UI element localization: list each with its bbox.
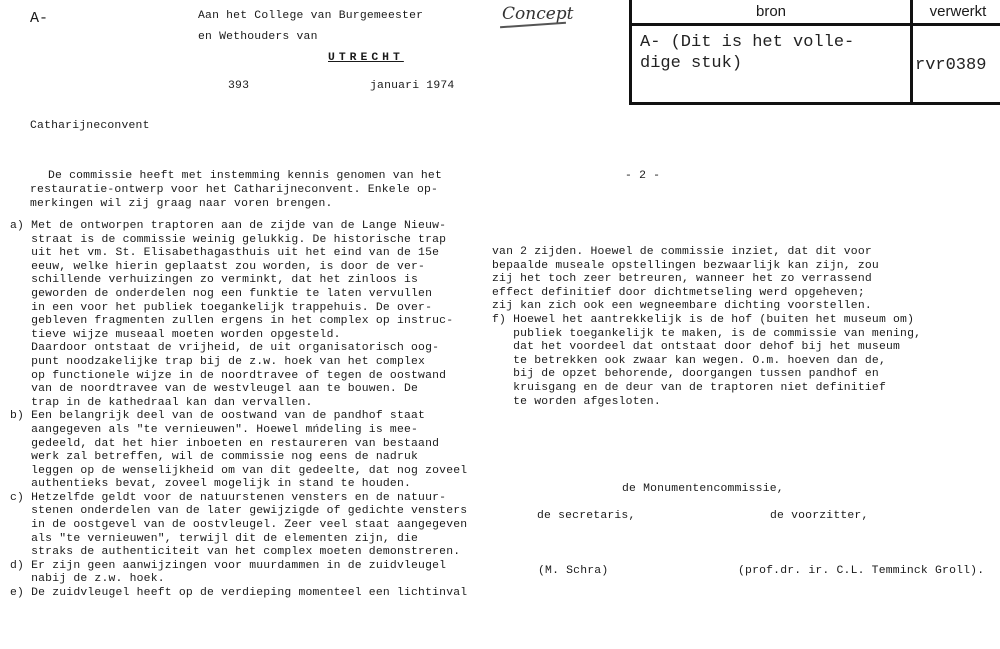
document-mark: A- bbox=[30, 10, 49, 27]
page-number: - 2 - bbox=[625, 170, 661, 182]
signature-role-secretary: de secretaris, bbox=[537, 510, 636, 522]
letter-number: 393 bbox=[228, 80, 250, 92]
intro-line-3: merkingen wil zij graag naar voren brengen. bbox=[30, 198, 333, 210]
stamp-bron-value: A- (Dit is het volle- dige stuk) bbox=[640, 33, 855, 73]
stamp-header-bron: bron bbox=[632, 0, 913, 26]
address-line-1: Aan het College van Burgemeester bbox=[198, 10, 424, 22]
signature-role-chair: de voorzitter, bbox=[770, 510, 869, 522]
intro-line-2: restauratie-ontwerp voor het Catharijneconvent. Enkele op- bbox=[30, 184, 439, 196]
letter-body-page-1: a) Met de ontworpen traptoren aan de zijde van de Lange Nieuw- straat is de commissie weinig gelukkig. De historische trap uit het vm. St. Elisabethagasthuis uit het eind van de 15e eeuw, welke hierin geplaatst zou worden, is door de ver- schillende verhuizingen zo verminkt, dat het zinloos is geworden de onderdelen nog een funktie te laten vervullen in een voor het publiek toegankelijk trappehuis. De over- gebleven fragmenten zullen ergens in het complex op instruc- tieve wijze museaal moeten worden opgesteld. Daardoor ontstaat de vrijheid, de uit organisatorisch oog- punt noodzakelijke trap bij de z.w. hoek van het complex op functionele wijze in de noordtravee of tegen de oostwand van de noordtravee van de westvleugel aan te bouwen. De trap in de kathedraal kan dan vervallen. b) Een belangrijk deel van de oostwand van de pandhof staat aangegeven als "te vernieuwen". Hoewel mńdeling is mee- gedeeld, dat het hier inboeten en restaureren van bestaand werk zal betreffen, wil de commissie nog eens de nadruk leggen op de wenselijkheid om van dit gedeelte, dat nog zoveel authentieks bevat, zoveel mogelijk in stand te houden. c) Hetzelfde geldt voor de natuurstenen vensters en de natuur- stenen onderdelen van de later gewijzigde of gedichte vensters in de oostgevel van de oostvleugel. Zeer veel staat aangegeven als "te vernieuwen", terwijl dit de elementen zijn, die straks de authenticiteit van het complex moeten demonstreren. d) Er zijn geen aanwijzingen voor muurdammen in de zuidvleugel nabij de z.w. hoek. e) De zuidvleugel heeft op de verdieping momenteel een lichtinval bbox=[10, 220, 468, 600]
stamp-verwerkt-value: rvr0389 bbox=[915, 56, 987, 75]
stamp-column-divider bbox=[910, 26, 913, 102]
address-line-2: en Wethouders van bbox=[198, 31, 318, 43]
stamp-header-verwerkt: verwerkt bbox=[913, 0, 1000, 26]
address-city: UTRECHT bbox=[328, 52, 404, 64]
intro-line-1: De commissie heeft met instemming kennis genomen van het bbox=[48, 170, 442, 182]
archive-stamp-table bbox=[629, 0, 1000, 105]
signature-organisation: de Monumentencommissie, bbox=[622, 483, 784, 495]
handwritten-note: Concept bbox=[502, 4, 574, 24]
letter-body-page-2: van 2 zijden. Hoewel de commissie inziet, dat dit voor bepaalde museale opstellingen bezwaarlijk kan zijn, zou zij het toch zeer betreuren, wanneer het zo verrassend effect definitief door dichtmetseling werd opgeheven; zij kan zich ook een wegneembare dichting voorstellen. f) Hoewel het aantrekkelijk is de hof (buiten het museum om) publiek toegankelijk te maken, is de commissie van mening, dat het voordeel dat ontstaat door dehof bij het museum te betrekken ook zwaar kan wegen. O.m. hoeven dan de, bij de opzet behorende, doorgangen tussen pandhof en kruisgang en de deur van de traptoren niet definitief te worden afgesloten. bbox=[492, 246, 922, 408]
signature-name-secretary: (M. Schra) bbox=[538, 565, 609, 577]
letter-subject: Catharijneconvent bbox=[30, 120, 150, 132]
letter-date: januari 1974 bbox=[370, 80, 455, 92]
signature-name-chair: (prof.dr. ir. C.L. Temminck Groll). bbox=[738, 565, 985, 577]
